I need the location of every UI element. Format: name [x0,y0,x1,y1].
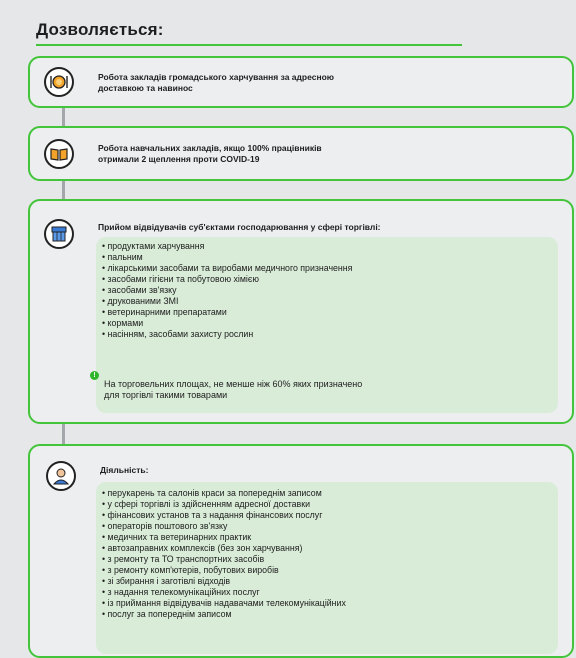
connector-line [62,108,65,126]
list-item: • фінансових установ та з надання фінансових послуг [102,510,346,521]
activity-item-list [102,488,346,620]
shop-icon [44,219,74,249]
card-trade [28,199,574,424]
list-item: • із приймання відвідувачів надавачами телекомунікаційних [102,598,346,609]
dining-plate-icon [44,67,74,97]
page-title: Дозволяється: [36,20,164,39]
list-item: • медичних та ветеринарних практик [102,532,346,543]
trade-note: На торговельних площах, не менше ніж 60% яких призначено для торгівлі такими товарами [104,379,363,400]
title-underline [36,44,462,46]
book-icon [44,139,74,169]
card-text: Робота закладів громадського харчування за адресною доставкою та навинос [98,72,335,93]
list-item: • автозаправних комплексів (без зон харчування) [102,543,346,554]
card-activity [28,444,574,658]
list-item: • насінням, засобами захисту рослин [102,329,352,340]
trade-heading: Прийом відвідувачів суб'єктами господарювання у сфері торгівлі: [98,222,381,232]
list-item: • ветеринарними препаратами [102,307,352,318]
list-item: • друкованими ЗМІ [102,296,352,307]
card-text: Робота навчальних закладів, якщо 100% працівників отримали 2 щеплення проти COVID-19 [98,143,322,164]
list-item: • перукарень та салонів краси за попереднім записом [102,488,346,499]
list-item: • продуктами харчування [102,241,352,252]
connector-line [62,424,65,444]
list-item: • кормами [102,318,352,329]
list-item: • пальним [102,252,352,263]
list-item: • з ремонту та ТО транспортних засобів [102,554,346,565]
person-icon [46,461,76,491]
card-education [28,126,574,181]
activity-heading: Діяльність: [100,465,149,475]
list-item: • послуг за попереднім записом [102,609,346,620]
list-item: • у сфері торгівлі із здійсненням адресної доставки [102,499,346,510]
list-item: • зі збирання і заготівлі відходів [102,576,346,587]
info-icon: ! [90,371,99,380]
list-item: • лікарськими засобами та виробами медичного призначення [102,263,352,274]
list-item: • операторів поштового зв'язку [102,521,346,532]
list-item: • з надання телекомунікаційних послуг [102,587,346,598]
card-catering [28,56,574,108]
trade-item-list [102,241,352,340]
list-item: • з ремонту комп'ютерів, побутових виробів [102,565,346,576]
list-item: • засобами гігієни та побутовою хімією [102,274,352,285]
connector-line [62,181,65,199]
list-item: • засобами зв'язку [102,285,352,296]
